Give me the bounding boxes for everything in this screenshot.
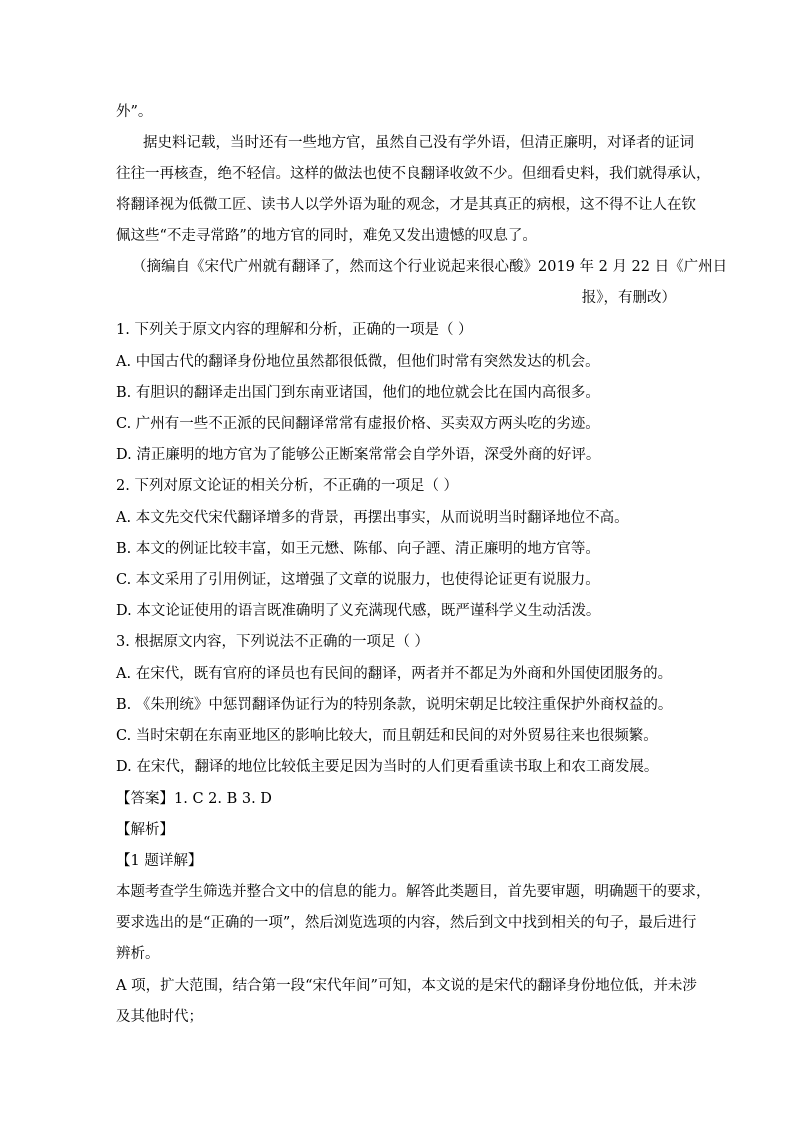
question-stem: 3. 根据原文内容，下列说法不正确的一项足（ ） <box>116 634 430 650</box>
question-option: C. 本文采用了引用例证，这增强了文章的说服力，也使得论证更有说服力。 <box>116 572 600 588</box>
explanation-line: 辨析。 <box>116 946 160 962</box>
explanation-line: 要求选出的是“正确的一项”，然后浏览选项的内容，然后到文中找到相关的句子，最后进行 <box>116 915 697 931</box>
question-option: D. 在宋代，翻译的地位比较低主要足因为当时的人们更看重读书取上和农工商发展。 <box>116 759 659 775</box>
question-option: A. 中国古代的翻译身份地位虽然都很低微，但他们时常有突然发达的机会。 <box>116 354 600 370</box>
question-option: C. 当时宋朝在东南亚地区的影响比较大，而且朝廷和民间的对外贸易往来也很频繁。 <box>116 728 658 744</box>
question-1-explanation-heading: 【1 题详解】 <box>116 853 203 869</box>
question-option: B. 有胆识的翻译走出国门到东南亚诸国，他们的地位就会比在国内高很多。 <box>116 385 600 401</box>
source-citation: （摘编自《宋代广州就有翻译了，然而这个行业说起来很心酸》2019 年 2 月 22 日《广州日 <box>132 259 728 275</box>
question-stem: 1. 下列关于原文内容的理解和分析，正确的一项是（ ） <box>116 322 473 338</box>
question-stem: 2. 下列对原文论证的相关分析，不正确的一项足（ ） <box>116 478 459 494</box>
passage-line: 外”。 <box>116 104 153 120</box>
question-option: A. 本文先交代宋代翻译增多的背景，再摆出事实，从而说明当时翻译地位不高。 <box>116 510 629 526</box>
source-citation-end: 报》，有删改） <box>581 290 676 306</box>
passage-line: 往往一再核查，绝不轻信。这样的做法也使不良翻译收敛不少。但细看史料，我们就得承认， <box>116 166 711 182</box>
question-option: D. 清正廉明的地方官为了能够公正断案常常会自学外语，深受外商的好评。 <box>116 447 601 463</box>
explanation-line: 及其他时代； <box>116 1009 203 1025</box>
answer-key: 【答案】1. C 2. B 3. D <box>116 791 272 807</box>
passage-line: 将翻译视为低微工匠、读书人以学外语为耻的观念，才是其真正的病根，这不得不让人在钦 <box>116 197 696 213</box>
question-option: B. 本文的例证比较丰富，如王元懋、陈郁、向子諲、清正廉明的地方官等。 <box>116 541 600 557</box>
passage-line: 据史料记载，当时还有一些地方官，虽然自己没有学外语，但清正廉明，对译者的证词 <box>143 135 694 151</box>
question-option: C. 广州有一些不正派的民间翻译常常有虚报价格、买卖双方两头吃的劣迹。 <box>116 416 600 432</box>
analysis-heading: 【解析】 <box>116 822 174 838</box>
question-option: A. 在宋代，既有官府的译员也有民间的翻译，两者并不都足为外商和外国使团服务的。 <box>116 666 673 682</box>
passage-line: 佩这些“不走寻常路”的地方官的同时，难免又发出遗憾的叹息了。 <box>116 228 537 244</box>
question-option: D. 本文论证使用的语言既准确明了义充满现代感，既严谨科学义生动活泼。 <box>116 603 601 619</box>
explanation-line: 本题考查学生筛选并整合文中的信息的能力。解答此类题目，首先要审题，明确题干的要求， <box>116 884 711 900</box>
question-option: B. 《朱刑统》中惩罚翻译伪证行为的特别条款，说明宋朝足比较注重保护外商权益的。 <box>116 697 673 713</box>
explanation-line: A 项，扩大范围，结合第一段“宋代年间”可知，本文说的是宋代的翻译身份地位低，并未涉 <box>116 978 697 994</box>
